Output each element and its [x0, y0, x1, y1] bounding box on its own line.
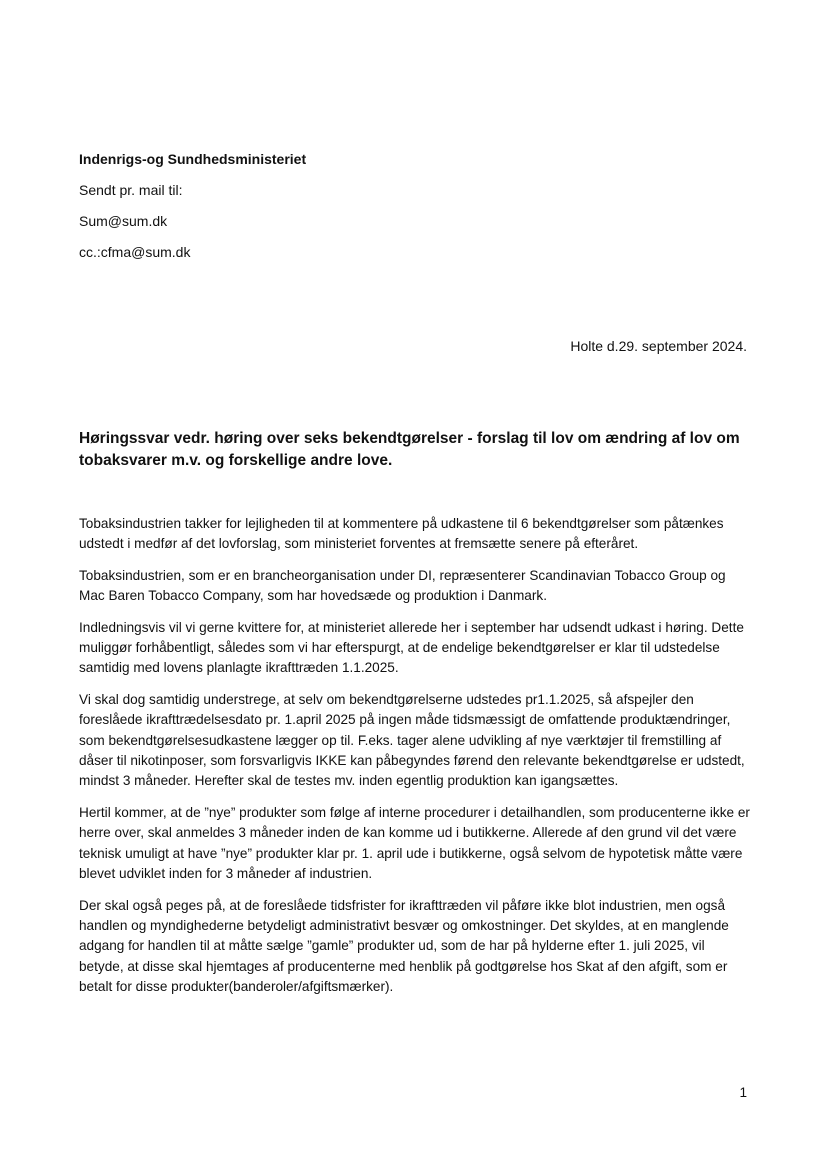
paragraph: Hertil kommer, at de ”nye” produkter som følge af interne procedurer i detailhandlen, som producenterne ikke er herre over, skal anmeldes 3 måneder inden de kan komme ud i butikkerne. Allerede af den grund vil det være teknisk umuligt at have ”nye” produkter klar pr. 1. april ude i butikkerne, også selvom de hypotetisk måtte være blevet udviklet inden for 3 måneder af industrien.	[79, 804, 750, 882]
letter-body	[79, 514, 751, 1009]
sent-line: Sendt pr. mail til:	[79, 182, 183, 198]
paragraph: Der skal også peges på, at de foreslåede tidsfrister for ikrafttræden vil påføre ikke blot industrien, men også handlen og myndighederne betydeligt administrativt besvær og omkostninger. Det skyldes, at en manglende adgang for handlen til at måtte sælge ”gamle” produkter ud, som de har på hylderne efter 1. juli 2025, vil betyde, at disse skal hjemtages af producenterne med henblik på godtgørelse hos Skat af den afgift, som er betalt for disse produkter(banderoler/afgiftsmærker).	[79, 897, 729, 995]
subject-heading: Høringssvar vedr. høring over seks bekendtgørelser - forslag til lov om ændring af lov om tobaksvarer m.v. og forskellige andre love.	[79, 430, 740, 469]
paragraph: Vi skal dog samtidig understrege, at selv om bekendtgørelserne udstedes pr1.1.2025, så afspejler den foreslåede ikrafttrædelsesdato pr. 1.april 2025 på ingen måde tidsmæssigt de omfattende produktændringer, som bekendtgørelsesudkastene lægger op til. F.eks. tager alene udvikling af nye værktøjer til fremstilling af dåser til nikotinposer, som forsvarligvis IKKE kan påbegyndes førend den relevante bekendtgørelse er udstedt, mindst 3 måneder. Herefter skal de testes mv. inden egentlig produktion kan igangsættes.	[79, 691, 745, 789]
dateline: Holte d.29. september 2024.	[570, 338, 747, 354]
recipient-organization: Indenrigs-og Sundhedsministeriet	[79, 151, 307, 167]
cc-email: cc.:cfma@sum.dk	[79, 244, 191, 260]
page-number: 1	[739, 1085, 747, 1100]
recipient-email: Sum@sum.dk	[79, 213, 168, 229]
paragraph: Tobaksindustrien, som er en brancheorganisation under DI, repræsenterer Scandinavian Tobacco Group og Mac Baren Tobacco Company, som har hovedsæde og produktion i Danmark.	[79, 567, 726, 604]
recipient-block	[79, 149, 679, 273]
paragraph: Indledningsvis vil vi gerne kvittere for, at ministeriet allerede her i september har udsendt udkast i høring. Dette muliggør forhåbentligt, således som vi har efterspurgt, at de endelige bekendtgørelser er klar til udstedelse samtidig med lovens planlagte ikrafttræden 1.1.2025.	[79, 619, 744, 676]
paragraph: Tobaksindustrien takker for lejligheden til at kommentere på udkastene til 6 bekendtgørelser som påtænkes udstedt i medfør af det lovforslag, som ministeriet forventes at fremsætte senere på efteråret.	[79, 516, 724, 552]
